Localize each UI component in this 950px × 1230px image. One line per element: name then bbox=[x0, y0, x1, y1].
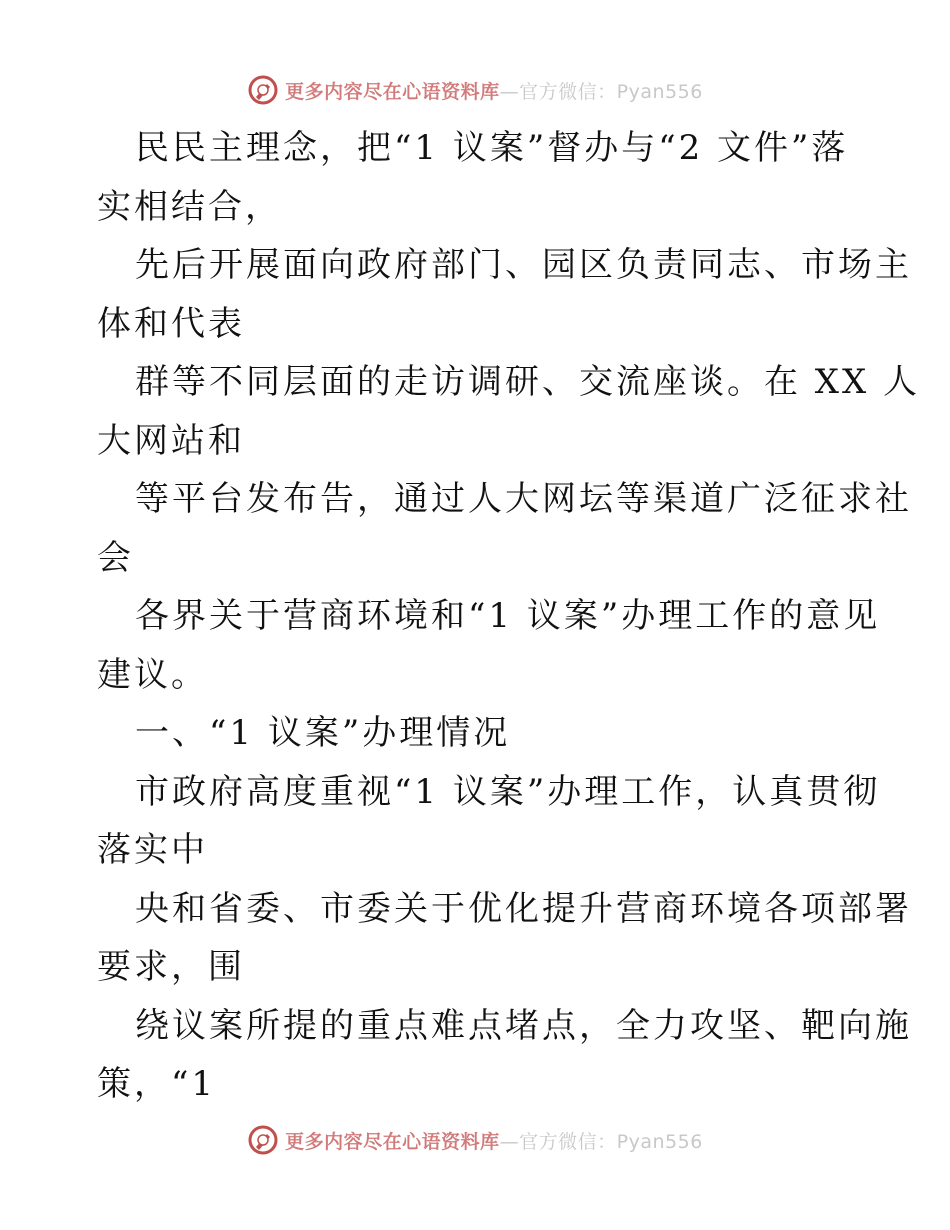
text-line: 绕议案所提的重点难点堵点，全力攻坚、靶向施 bbox=[135, 1005, 912, 1046]
text-line: 市政府高度重视“1 议案”办理工作，认真贯彻 bbox=[135, 771, 881, 812]
text-line: 央和省委、市委关于优化提升营商环境各项部署 bbox=[135, 888, 912, 929]
watermark-brand: 更多内容尽在心语资料库 bbox=[285, 1130, 500, 1153]
text-line: 落实中 bbox=[97, 830, 208, 870]
text-line: 一、“1 议案”办理情况 bbox=[135, 713, 511, 753]
text-line: 体和代表 bbox=[97, 303, 245, 344]
text-line: 会 bbox=[97, 537, 134, 578]
text-line: 实相结合， bbox=[97, 186, 282, 227]
text-line: 大网站和 bbox=[97, 420, 245, 461]
watermark-suffix: —官方微信：Pyan556 bbox=[499, 1130, 703, 1153]
text-line: 各界关于营商环境和“1 议案”办理工作的意见 bbox=[135, 596, 881, 636]
text-line: 群等不同层面的走访调研、交流座谈。在 XX 人 bbox=[135, 362, 921, 402]
text-line: 要求，围 bbox=[97, 947, 245, 987]
text-line: 建议。 bbox=[97, 654, 208, 695]
watermark-brand: 更多内容尽在心语资料库 bbox=[285, 80, 500, 103]
document-body bbox=[97, 119, 921, 1114]
footer-watermark bbox=[0, 1120, 950, 1160]
watermark-suffix: —官方微信：Pyan556 bbox=[499, 80, 703, 103]
text-line: 等平台发布告，通过人大网坛等渠道广泛征求社 bbox=[135, 479, 912, 519]
text-line: 先后开展面向政府部门、园区负责同志、市场主 bbox=[135, 245, 912, 285]
watermark-text bbox=[285, 77, 703, 104]
pen-logo-icon bbox=[247, 74, 279, 106]
text-line: 民民主理念，把“1 议案”督办与“2 文件”落 bbox=[135, 128, 849, 168]
pen-logo-icon bbox=[247, 1124, 279, 1156]
header-watermark bbox=[0, 70, 950, 110]
text-line: 策，“1 bbox=[97, 1064, 217, 1104]
watermark-text bbox=[285, 1127, 703, 1154]
